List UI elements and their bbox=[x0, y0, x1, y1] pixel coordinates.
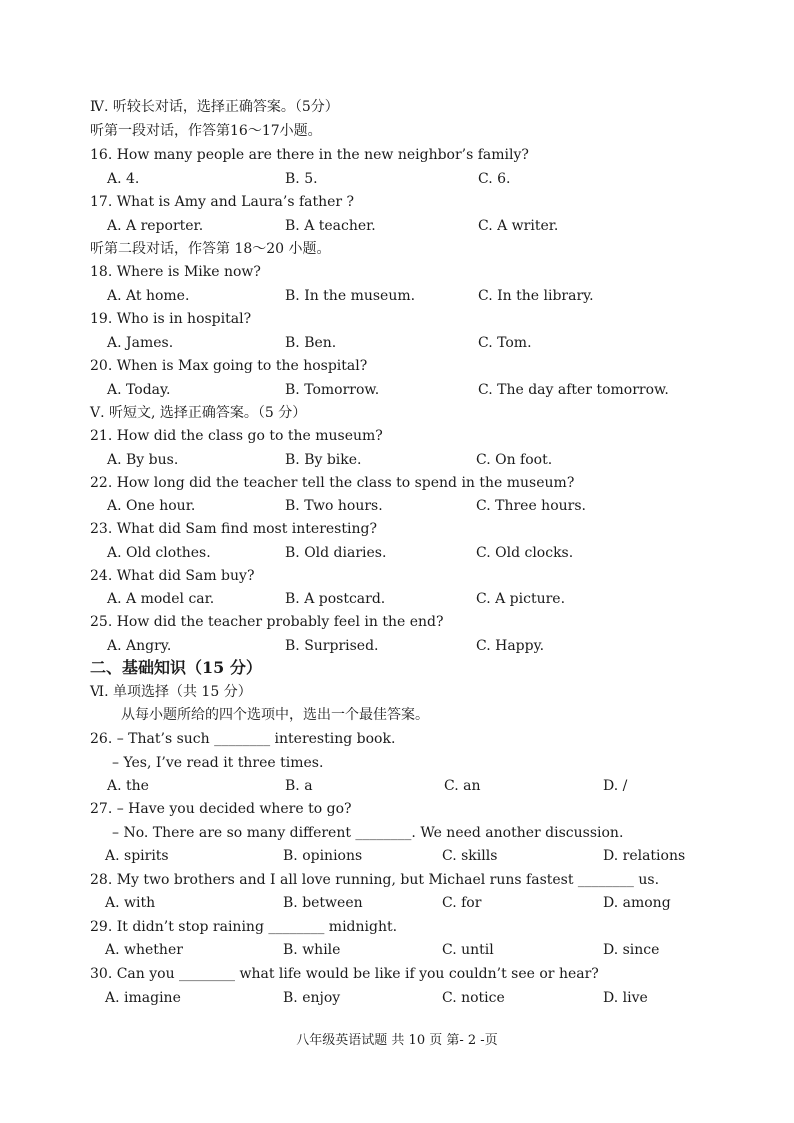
section-6-title: Ⅵ. 单项选择（共 15 分） bbox=[90, 684, 252, 700]
question-16-stem: 16. How many people are there in the new neighbor’s family? bbox=[90, 147, 529, 163]
q30-option-a: A. imagine bbox=[105, 990, 181, 1006]
q20-option-a: A. Today. bbox=[107, 382, 171, 398]
q20-option-c: C. The day after tomorrow. bbox=[478, 382, 669, 398]
question-25-stem: 25. How did the teacher probably feel in the end? bbox=[90, 614, 444, 630]
q16-option-c: C. 6. bbox=[478, 171, 511, 187]
q30-option-d: D. live bbox=[603, 990, 648, 1006]
question-26-response: – Yes, I’ve read it three times. bbox=[112, 755, 324, 771]
q27-option-b: B. opinions bbox=[283, 848, 363, 864]
section-4-subtitle-2: 听第二段对话，作答第 18～20 小题。 bbox=[90, 241, 331, 257]
question-21-stem: 21. How did the class go to the museum? bbox=[90, 428, 383, 444]
q29-option-b: B. while bbox=[283, 942, 341, 958]
q28-option-d: D. among bbox=[603, 895, 671, 911]
q22-option-c: C. Three hours. bbox=[476, 498, 586, 514]
q28-option-c: C. for bbox=[442, 895, 482, 911]
question-27-stem: 27. – Have you decided where to go? bbox=[90, 801, 352, 817]
question-23-stem: 23. What did Sam find most interesting? bbox=[90, 521, 377, 537]
q28-option-b: B. between bbox=[283, 895, 363, 911]
q30-option-c: C. notice bbox=[442, 990, 505, 1006]
q17-option-b: B. A teacher. bbox=[285, 218, 376, 234]
q16-option-b: B. 5. bbox=[285, 171, 318, 187]
q17-option-a: A. A reporter. bbox=[107, 218, 204, 234]
part-2-title: 二、基础知识（15 分） bbox=[90, 658, 262, 677]
section-5-title: Ⅴ. 听短文, 选择正确答案。（5 分） bbox=[90, 405, 307, 421]
q18-option-b: B. In the museum. bbox=[285, 288, 416, 304]
q29-option-c: C. until bbox=[442, 942, 494, 958]
q29-option-a: A. whether bbox=[105, 942, 183, 958]
q23-option-c: C. Old clocks. bbox=[476, 545, 574, 561]
question-24-stem: 24. What did Sam buy? bbox=[90, 568, 255, 584]
q19-option-c: C. Tom. bbox=[478, 335, 532, 351]
question-18-stem: 18. Where is Mike now? bbox=[90, 264, 261, 280]
q26-option-c: C. an bbox=[444, 778, 481, 794]
q17-option-c: C. A writer. bbox=[478, 218, 559, 234]
section-4-subtitle-1: 听第一段对话，作答第16～17小题。 bbox=[90, 123, 322, 139]
q25-option-a: A. Angry. bbox=[107, 638, 172, 654]
q18-option-a: A. At home. bbox=[107, 288, 190, 304]
q23-option-b: B. Old diaries. bbox=[285, 545, 387, 561]
q30-option-b: B. enjoy bbox=[283, 990, 341, 1006]
q25-option-c: C. Happy. bbox=[476, 638, 545, 654]
q22-option-a: A. One hour. bbox=[107, 498, 196, 514]
q27-option-c: C. skills bbox=[442, 848, 498, 864]
q23-option-a: A. Old clothes. bbox=[107, 545, 211, 561]
q28-option-a: A. with bbox=[105, 895, 156, 911]
q24-option-b: B. A postcard. bbox=[285, 591, 386, 607]
question-28-stem: 28. My two brothers and I all love running, but Michael runs fastest ________ us. bbox=[90, 872, 660, 888]
question-26-stem: 26. – That’s such ________ interesting book. bbox=[90, 731, 396, 747]
question-30-stem: 30. Can you ________ what life would be like if you couldn’t see or hear? bbox=[90, 966, 599, 982]
q16-option-a: A. 4. bbox=[107, 171, 140, 187]
q26-option-d: D. / bbox=[603, 778, 628, 794]
q19-option-a: A. James. bbox=[107, 335, 174, 351]
q19-option-b: B. Ben. bbox=[285, 335, 337, 351]
q27-option-a: A. spirits bbox=[105, 848, 169, 864]
question-17-stem: 17. What is Amy and Laura’s father ? bbox=[90, 194, 355, 210]
question-19-stem: 19. Who is in hospital? bbox=[90, 311, 252, 327]
q18-option-c: C. In the library. bbox=[478, 288, 594, 304]
section-6-instructions: 从每小题所给的四个选项中，选出一个最佳答案。 bbox=[121, 707, 429, 723]
question-20-stem: 20. When is Max going to the hospital? bbox=[90, 358, 368, 374]
q26-option-b: B. a bbox=[285, 778, 313, 794]
q25-option-b: B. Surprised. bbox=[285, 638, 379, 654]
q21-option-a: A. By bus. bbox=[107, 452, 179, 468]
q21-option-c: C. On foot. bbox=[476, 452, 553, 468]
q29-option-d: D. since bbox=[603, 942, 660, 958]
q26-option-a: A. the bbox=[107, 778, 149, 794]
question-22-stem: 22. How long did the teacher tell the class to spend in the museum? bbox=[90, 475, 575, 491]
q27-option-d: D. relations bbox=[603, 848, 686, 864]
question-27-response: – No. There are so many different ________. We need another discussion. bbox=[112, 825, 624, 841]
q20-option-b: B. Tomorrow. bbox=[285, 382, 380, 398]
q24-option-a: A. A model car. bbox=[107, 591, 215, 607]
section-4-title: Ⅳ. 听较长对话，选择正确答案。（5分） bbox=[90, 99, 339, 115]
q21-option-b: B. By bike. bbox=[285, 452, 362, 468]
question-29-stem: 29. It didn’t stop raining ________ midnight. bbox=[90, 919, 398, 935]
q22-option-b: B. Two hours. bbox=[285, 498, 383, 514]
page-footer: 八年级英语试题 共 10 页 第- 2 -页 bbox=[296, 1033, 498, 1048]
q24-option-c: C. A picture. bbox=[476, 591, 566, 607]
